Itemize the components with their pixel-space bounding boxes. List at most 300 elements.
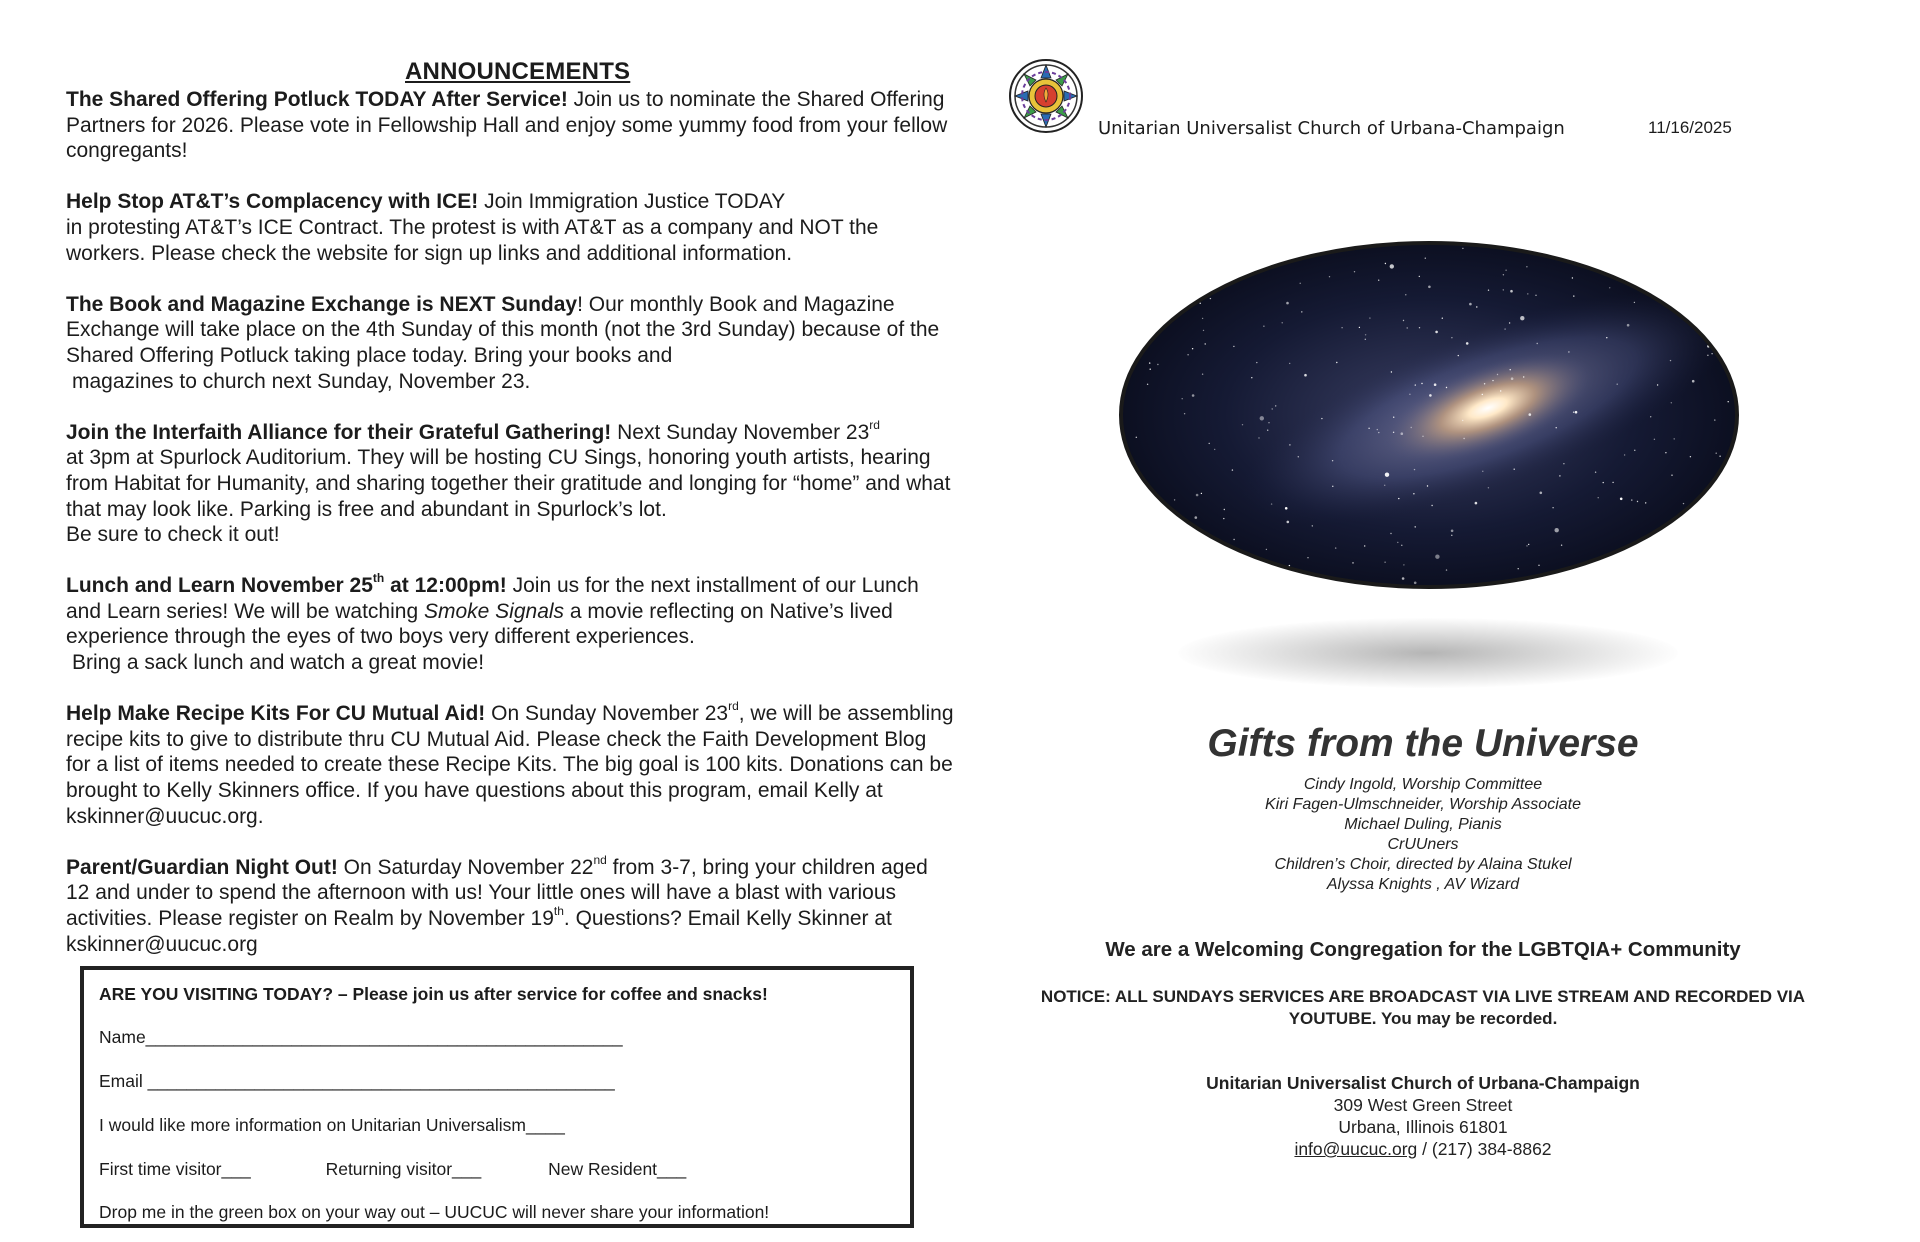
star — [1414, 469, 1415, 470]
name-field: Name_________________________________________________ — [99, 1027, 623, 1047]
star — [1307, 557, 1308, 558]
returning-visitor-field: Returning visitor___ — [325, 1159, 482, 1179]
star — [1289, 363, 1290, 364]
galaxy-image — [1118, 240, 1740, 590]
ordinal-suffix: rd — [728, 699, 739, 714]
star — [1482, 394, 1483, 395]
star — [1624, 454, 1625, 455]
star — [1165, 278, 1166, 279]
announcement-body: On Saturday November 22 — [337, 855, 594, 879]
star — [1393, 432, 1394, 433]
announcement-body: Join us to nominate the Shared Offering Partners for 2026. Please vote in Fellowship Hall and enjoy some yummy food from your fellow congregants! — [66, 88, 948, 163]
star — [1143, 513, 1147, 517]
star — [1298, 456, 1299, 457]
star — [1510, 369, 1511, 370]
right-page — [960, 0, 1920, 1242]
star — [1201, 493, 1202, 494]
star — [1540, 492, 1543, 495]
star — [1409, 394, 1410, 395]
star — [1153, 329, 1154, 330]
star — [1384, 485, 1385, 486]
star — [1359, 327, 1360, 328]
star — [1510, 290, 1513, 293]
star — [1390, 264, 1394, 268]
star — [1202, 318, 1203, 319]
star — [1707, 355, 1708, 356]
star — [1527, 293, 1528, 294]
star — [1223, 584, 1224, 585]
star — [1201, 244, 1202, 245]
star — [1224, 509, 1225, 510]
star — [1609, 287, 1610, 288]
star — [1603, 482, 1604, 483]
star — [1572, 277, 1573, 278]
star — [1634, 302, 1635, 303]
announcements-list — [66, 87, 956, 983]
visitor-type-row — [99, 1159, 686, 1180]
star — [1300, 283, 1301, 284]
announcement-body-cont: , we will be assembling recipe kits to give to distribute thru CU Mutual Aid. Please check the Faith Development Blog for a list of items needed to create these Recipe Kits. The big goal is 100 kits. Donations can be brought to Kelly Skinners office. If you have questions about this program, email Kelly at kskinner@uucuc.org. — [66, 702, 954, 828]
star — [1268, 422, 1269, 423]
star — [1463, 438, 1464, 439]
announcement-body-cont: magazines to church next Sunday, November 23. — [72, 369, 531, 393]
star — [1378, 280, 1379, 281]
star — [1161, 296, 1162, 297]
star — [1200, 303, 1201, 304]
star — [1534, 240, 1535, 241]
star — [1563, 463, 1564, 464]
address-city: Urbana, Illinois 61801 — [1338, 1117, 1508, 1137]
star — [1722, 268, 1725, 271]
star — [1354, 271, 1355, 272]
star — [1425, 258, 1426, 259]
star — [1401, 545, 1402, 546]
star — [1665, 285, 1666, 286]
credit-line: Cindy Ingold, Worship Committee — [1303, 776, 1543, 793]
star — [1694, 540, 1695, 541]
phone-number: / (217) 384-8862 — [1417, 1139, 1552, 1159]
star — [1690, 456, 1691, 457]
bulletin-date: 11/16/2025 — [1648, 118, 1732, 137]
announcement-lunch-learn — [66, 573, 956, 675]
star — [1267, 571, 1268, 572]
announcement-body-end: Be sure to check it out! — [66, 523, 280, 547]
star — [1523, 376, 1524, 377]
star — [1312, 525, 1313, 526]
announcement-heading: The Shared Offering Potluck TODAY After Service! — [66, 88, 568, 111]
star — [1413, 493, 1414, 494]
announcement-heading: Parent/Guardian Night Out! — [66, 855, 338, 879]
star — [1476, 306, 1477, 307]
address-church-name: Unitarian Universalist Church of Urbana-Champaign — [1206, 1073, 1640, 1093]
star — [1650, 416, 1651, 417]
star — [1526, 545, 1527, 546]
star — [1526, 266, 1527, 267]
star — [1524, 242, 1525, 243]
star — [1272, 408, 1273, 409]
star — [1182, 398, 1183, 399]
star — [1451, 530, 1454, 533]
star — [1385, 473, 1389, 477]
star — [1492, 380, 1493, 381]
star — [1722, 339, 1723, 340]
star — [1503, 274, 1504, 275]
star — [1133, 360, 1134, 361]
star — [1646, 250, 1647, 251]
star — [1419, 327, 1420, 328]
star — [1286, 576, 1287, 577]
star — [1606, 337, 1607, 338]
star — [1202, 374, 1203, 375]
star — [1390, 533, 1391, 534]
star — [1514, 469, 1515, 470]
star — [1505, 270, 1506, 271]
star — [1484, 383, 1485, 384]
star — [1289, 444, 1290, 445]
star — [1301, 311, 1302, 312]
star — [1195, 516, 1198, 519]
star — [1242, 424, 1243, 425]
star — [1287, 521, 1290, 524]
star — [1435, 555, 1439, 559]
star — [1286, 302, 1289, 305]
announcement-body-end: Bring a sack lunch and watch a great movie! — [72, 651, 485, 675]
star — [1323, 249, 1324, 250]
star — [1633, 584, 1634, 585]
announcement-heading: Help Make Recipe Kits For CU Mutual Aid! — [66, 702, 486, 726]
star — [1192, 394, 1195, 397]
announcement-body-end: . Questions? Email Kelly Skinner at kskinner@uucuc.org — [66, 907, 892, 956]
star — [1427, 485, 1428, 486]
star — [1365, 334, 1366, 335]
star — [1184, 413, 1185, 414]
star — [1497, 374, 1498, 375]
star — [1620, 498, 1623, 501]
credit-line: Children’s Choir, directed by Alaina Stukel — [1274, 856, 1572, 873]
star — [1671, 475, 1672, 476]
announcement-body-cont: in protesting AT&T’s ICE Contract. The protest is with AT&T as a company and NOT the workers. Please check the website for sign up links and additional information. — [66, 215, 879, 265]
star — [1364, 545, 1365, 546]
star — [1368, 428, 1369, 429]
star — [1414, 582, 1417, 585]
star — [1377, 429, 1378, 430]
star — [1451, 337, 1452, 338]
star — [1724, 302, 1725, 303]
star — [1256, 362, 1257, 363]
ordinal-suffix: th — [372, 571, 385, 586]
star — [1336, 362, 1337, 363]
visitor-card-heading: ARE YOU VISITING TODAY? – Please join us after service for coffee and snacks! — [99, 984, 768, 1004]
star — [1511, 377, 1514, 380]
email-link[interactable]: info@uucuc.org — [1294, 1139, 1418, 1159]
star — [1714, 419, 1715, 420]
announcement-recipe-kits — [66, 701, 956, 829]
drop-box-note: Drop me in the green box on your way out – UUCUC will never share your information! — [99, 1202, 770, 1222]
star — [1421, 383, 1422, 384]
star — [1462, 420, 1463, 421]
announcement-heading: Join the Interfaith Alliance for their Grateful Gathering! — [66, 420, 612, 444]
heading-tail: at 12:00pm! — [384, 574, 507, 598]
star — [1561, 545, 1562, 546]
star — [1301, 589, 1302, 590]
star — [1365, 339, 1366, 340]
star — [1233, 539, 1234, 540]
star — [1192, 348, 1193, 349]
address-contact — [960, 1138, 1886, 1160]
star — [1716, 453, 1717, 454]
star — [1500, 390, 1501, 391]
star — [1398, 498, 1399, 499]
star — [1681, 520, 1682, 521]
star — [1509, 322, 1510, 323]
star — [1482, 471, 1483, 472]
star — [1466, 342, 1469, 345]
star — [1285, 507, 1288, 510]
star — [1329, 276, 1330, 277]
star — [1165, 548, 1166, 549]
star — [1266, 549, 1267, 550]
star — [1196, 494, 1199, 497]
announcement-body: Join Immigration Justice TODAY — [478, 190, 786, 214]
star — [1391, 371, 1392, 372]
first-time-visitor-field: First time visitor___ — [99, 1159, 251, 1179]
star — [1147, 384, 1148, 385]
star — [1291, 256, 1292, 257]
star — [1260, 416, 1264, 420]
star — [1716, 276, 1717, 277]
star — [1209, 443, 1210, 444]
star — [1133, 293, 1134, 294]
movie-title: Smoke Signals — [423, 599, 565, 623]
star — [1407, 327, 1408, 328]
star — [1556, 427, 1557, 428]
star — [1504, 328, 1505, 329]
star — [1120, 582, 1121, 583]
star — [1429, 394, 1432, 397]
star — [1555, 528, 1559, 532]
star — [1334, 246, 1335, 247]
star — [1568, 351, 1569, 352]
star — [1258, 437, 1259, 438]
broadcast-notice: NOTICE: ALL SUNDAYS SERVICES ARE BROADCAST VIA LIVE STREAM AND RECORDED VIA YOUTUBE. You may be recorded. — [1040, 987, 1806, 1028]
star — [1289, 565, 1290, 566]
address-street: 309 West Green Street — [1333, 1095, 1513, 1115]
star — [1275, 405, 1276, 406]
star — [1669, 256, 1670, 257]
star — [1711, 353, 1712, 354]
announcement-body: Join us for the next installment of our Lunch and Learn series! We will be watching — [66, 574, 919, 623]
star — [1718, 518, 1721, 521]
star — [1403, 564, 1404, 565]
star — [1402, 577, 1405, 580]
star — [1157, 364, 1158, 365]
star — [1488, 487, 1489, 488]
star — [1451, 535, 1452, 536]
star — [1637, 501, 1638, 502]
star — [1203, 330, 1204, 331]
service-title: Gifts from the Universe — [1207, 722, 1639, 765]
star — [1640, 573, 1641, 574]
star — [1488, 290, 1489, 291]
star — [1223, 518, 1224, 519]
star — [1665, 452, 1666, 453]
star — [1674, 438, 1675, 439]
church-address — [960, 1072, 1886, 1160]
star — [1282, 322, 1283, 323]
announcement-heading: Help Stop AT&T’s Complacency with ICE! — [66, 190, 479, 214]
star — [1552, 507, 1553, 508]
more-info-field: I would like more information on Unitarian Universalism____ — [99, 1115, 565, 1135]
star — [1415, 526, 1416, 527]
star — [1610, 248, 1611, 249]
star — [1401, 432, 1404, 435]
star — [1126, 325, 1127, 326]
star — [1422, 436, 1423, 437]
star — [1378, 432, 1379, 433]
announcement-ice — [66, 189, 956, 266]
star — [1434, 383, 1437, 386]
star — [1435, 331, 1438, 334]
heading-text: Lunch and Learn November 25 — [66, 574, 373, 598]
announcement-body: Next Sunday November 23 — [611, 420, 870, 444]
star — [1205, 343, 1206, 344]
star — [1595, 472, 1596, 473]
star — [1304, 374, 1307, 377]
star — [1403, 320, 1404, 321]
star — [1431, 505, 1432, 506]
credit-line: CrUUners — [1387, 836, 1459, 853]
church-header-name: Unitarian Universalist Church of Urbana-Champaign — [1098, 118, 1565, 139]
star — [1537, 343, 1538, 344]
star — [1617, 384, 1618, 385]
star — [1271, 503, 1272, 504]
star — [1191, 535, 1194, 538]
star — [1728, 401, 1729, 402]
announcement-book-exchange — [66, 292, 956, 394]
announcement-body-cont: at 3pm at Spurlock Auditorium. They will be hosting CU Sings, honoring youth artists, hearing from Habitat for Humanity, and sharing together their gratitude and longing for “home” and what that may look like. Parking is free and abundant in Spurlock’s lot. — [66, 446, 951, 521]
star — [1708, 504, 1709, 505]
star — [1520, 316, 1524, 320]
star — [1654, 439, 1655, 440]
credit-line: Michael Duling, Pianis — [1344, 816, 1502, 833]
star — [1726, 241, 1727, 242]
star — [1627, 324, 1630, 327]
announcements-title: ANNOUNCEMENTS — [405, 58, 631, 85]
ordinal-suffix: nd — [593, 852, 607, 867]
service-credits — [960, 775, 1886, 895]
star — [1657, 384, 1658, 385]
star — [1226, 256, 1229, 259]
star — [1573, 412, 1574, 413]
star — [1419, 276, 1420, 277]
ordinal-suffix: th — [553, 904, 564, 918]
star — [1162, 317, 1163, 318]
announcement-potluck — [66, 87, 956, 164]
star — [1174, 499, 1175, 500]
star — [1462, 248, 1463, 249]
star — [1529, 413, 1532, 416]
star — [1321, 418, 1322, 419]
star — [1415, 384, 1416, 385]
star — [1187, 354, 1188, 355]
star — [1118, 410, 1119, 411]
star — [1384, 562, 1385, 563]
star — [1149, 362, 1150, 363]
star — [1598, 497, 1599, 498]
star — [1518, 568, 1519, 569]
star — [1335, 547, 1336, 548]
star — [1251, 377, 1252, 378]
star — [1692, 380, 1695, 383]
announcement-body-cont: from 3-7, bring your children aged 12 and under to spend the afternoon with us! Your little ones will have a blast with various activities. Please register on Realm by November 19 — [66, 855, 928, 930]
star — [1263, 326, 1264, 327]
star — [1531, 240, 1532, 241]
star — [1458, 355, 1459, 356]
star — [1428, 286, 1431, 289]
star — [1671, 402, 1672, 403]
star — [1393, 417, 1394, 418]
star — [1234, 577, 1235, 578]
star — [1503, 289, 1504, 290]
star — [1397, 542, 1398, 543]
star — [1232, 469, 1233, 470]
star — [1719, 456, 1720, 457]
star — [1259, 570, 1260, 571]
star — [1341, 327, 1342, 328]
star — [1332, 486, 1333, 487]
star — [1535, 295, 1536, 296]
star — [1573, 295, 1574, 296]
announcement-parent-night — [66, 852, 956, 957]
star — [1669, 571, 1670, 572]
announcement-heading — [66, 571, 507, 598]
star — [1267, 430, 1268, 431]
star — [1405, 294, 1406, 295]
star — [1150, 369, 1151, 370]
credit-line: Alyssa Knights , AV Wizard — [1326, 876, 1520, 893]
star — [1125, 358, 1126, 359]
galaxy-shadow — [1178, 618, 1678, 688]
star — [1442, 318, 1443, 319]
star — [1646, 550, 1649, 553]
star — [1720, 552, 1721, 553]
visitor-card — [80, 966, 914, 1228]
announcement-heading: The Book and Magazine Exchange is NEXT Sunday — [66, 292, 578, 316]
star — [1221, 240, 1224, 242]
announcement-interfaith — [66, 417, 956, 548]
star — [1708, 240, 1709, 241]
star — [1446, 569, 1447, 570]
star — [1242, 567, 1243, 568]
star — [1556, 244, 1557, 245]
star — [1538, 565, 1539, 566]
star — [1352, 562, 1353, 563]
star — [1214, 449, 1215, 450]
star — [1369, 317, 1370, 318]
star — [1528, 544, 1529, 545]
star — [1385, 263, 1386, 264]
announcement-body: On Sunday November 23 — [485, 702, 729, 726]
star — [1129, 348, 1130, 349]
star — [1411, 427, 1412, 428]
welcoming-statement: We are a Welcoming Congregation for the LGBTQIA+ Community — [1105, 938, 1741, 961]
star — [1575, 411, 1578, 414]
star — [1475, 502, 1478, 505]
star — [1631, 499, 1632, 500]
star — [1683, 503, 1684, 504]
star — [1634, 450, 1635, 451]
announcement-body-cont: a movie reflecting on Native’s lived experience through the eyes of two boys very different experiences. — [66, 599, 893, 649]
